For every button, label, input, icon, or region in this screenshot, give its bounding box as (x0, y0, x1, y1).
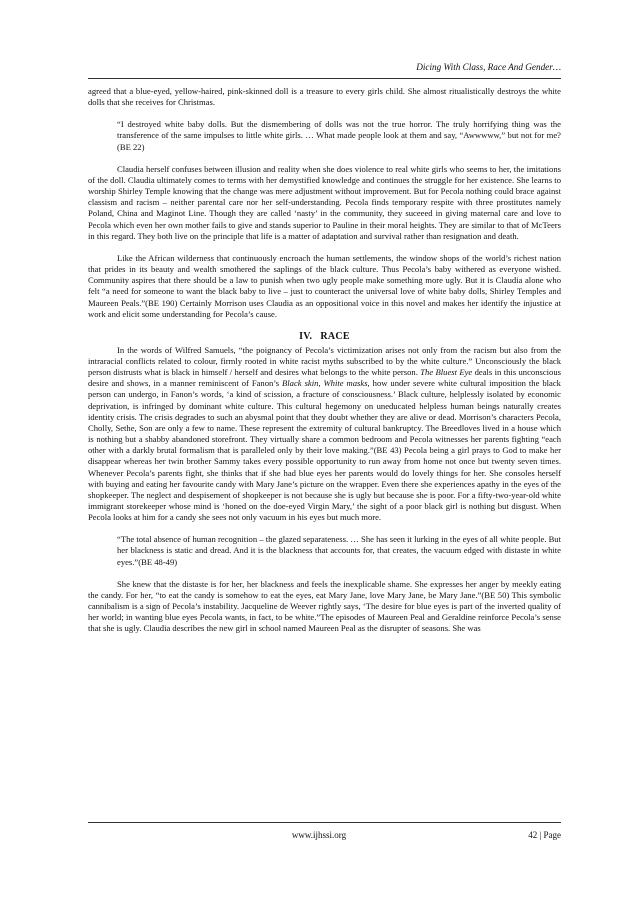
quote-text: “I destroyed white baby dolls. But the dismembering of dolls was not the true horror. The truly horrifying thing was the transference of the same impulses to little white girls. … What made people look at them and say, “Awwwww,” but not for me? (BE 22) (117, 119, 561, 152)
book-title: Black skin, White masks (282, 378, 368, 389)
section-heading (88, 331, 561, 342)
text-run: deals in this unconscious desire and shows, in a manner reminiscent of Fanon’s (88, 367, 561, 389)
book-title: The Bluest Eye (420, 367, 473, 378)
block-quote (117, 534, 561, 567)
section-number: IV. (299, 330, 313, 342)
section-title: RACE (320, 330, 350, 342)
running-title: Dicing With Class, Race And Gender… (416, 62, 561, 72)
paragraph: She knew that the distaste is for her, her blackness and feels the inexplicable shame. She expresses her anger by meekly eating the candy. For her, “to eat the candy is somehow to eat the eyes, eat Mary Jane, love Mary Jane, be Mary Jane.”(BE 50) This symbolic cannibalism is a sign of Pecola’s instability. Jacqueline de Weever rightly says, ‘The desire for blue eyes is part of the inverted quality of her world; in wanting blue eyes Pecola wants, in fact, to be white.”The episodes of Maureen Peal and Geraldine reinforce Pecola’s sense that she is ugly. Claudia describes the new girl in school named Maureen Peal as the disrupter of seasons. She was (88, 578, 561, 634)
quote-text: “The total absence of human recognition – the glazed separateness. … She has seen it lurking in the eyes of all white people. But her blackness is static and dread. And it is the blackness that accounts for, that creates, the vacuum edged with distaste in white eyes.”(BE 48-49) (117, 534, 561, 567)
paragraph (88, 345, 561, 524)
footer-rule (88, 822, 561, 823)
page-number: 42 | Page (528, 830, 561, 840)
block-quote (117, 119, 561, 152)
header-rule (88, 78, 561, 79)
text-run: , how under severe white cultural imposition the black person can undergo, in Fanon’s words, ‘a kind of scission, a fracture of consciousness.’ Black culture, helplessly isolated by economic deprivation, is infringed by dominant white culture. This cultural hegemony on uneducated helpless human beings naturally creates identity crisis. The crisis degrades to such an abysmal point that they doubt whether they are alive or dead. Morrison’s characters Pecola, Cholly, Sethe, Son are only a few to name. These represent the extremity of cultural bankruptcy. The Breedloves lived in a house which is nothing but a shabby abandoned storefront. They virtually share a common bedroom and Pecola witnesses her parents fighting “each other with a darkly brutal formalism that is paralleled only by their love making.”(BE 43) Pecola being a girl prays to God to make her disappear whereas her twin brother Sammy takes every possible opportunity to run away from home not once but twenty seven times. Whenever Pecola’s parents fight, she thinks that if she had blue eyes her parents would do lovely things for her. She consoles herself with buying and eating her favourite candy with Mary Jane’s picture on the wrapper. Even there she experiences apathy in the eyes of the shopkeeper. The neglect and despisement of shopkeeper is not because she is ugly but because she is poor. For a fifty-two-year-old white immigrant storekeeper whose mind is ‘honed on the doe-eyed Virgin Mary,’ the sight of a poor black girl is nothing but disgust. When Pecola looks at him for a candy she sees not only vacuum in his eyes but much more. (88, 378, 561, 523)
paragraph: Claudia herself confuses between illusion and reality when she does violence to real white girls who seems to her, the imitations of the doll. Claudia ultimately comes to terms with her demystified knowledge and continues the struggle for her existence. She learns to worship Shirley Temple knowing that the change was mere adjustment without improvement. But for Pecola nothing could brace against classism and racism – neither parental care nor her self-understanding. Pecola finds temporary respite with three prostitutes namely Poland, China and Maginot Line. Though they are called ‘nasty’ in the community, they suceeed in giving maternal care and love to Pecola which even her own mother fails to give and stands superior to Pauline in their moral heights. They are similar to that of McTeers in this regard. They both live on the principle that life is a matter of adaptation and survival rather than resignation and death. (88, 163, 561, 241)
article-body (88, 86, 561, 646)
paragraph: Like the African wilderness that continuously encroach the human settlements, the window shops of the world’s richest nation that prides in its beauty and wealth smothered the saplings of the black culture. Thus Pecola’s baby withered as everyone wished. Community aspires that there should be a law to punish when two ugly people make something more ugly. But it is Claudia alone who felt “a need for someone to want the black baby to live – just to counteract the universal love of white baby dolls, Shirley Temples and Maureen Peals.”(BE 190) Certainly Morrison uses Claudia as an oppositional voice in this novel and makes her identify the injustice at work and elicit some understanding for Pecola’s cause. (88, 252, 561, 319)
text-run: In the words of Wilfred Samuels, “the poignancy of Pecola’s victimization arises not only from the racism but also from the intraracial conflicts related to colour, firmly rooted in white racist myths subscribed to by the white culture.” Unconsciously the black person distrusts what is black in himself / herself and desires what belongs to the white person. (88, 344, 561, 378)
paragraph-continued: agreed that a blue-eyed, yellow-haired, pink-skinned doll is a treasure to every girls child. She almost ritualistically destroys the white dolls that she receives for Christmas. (88, 86, 561, 108)
footer-url: www.ijhssi.org (291, 830, 347, 840)
